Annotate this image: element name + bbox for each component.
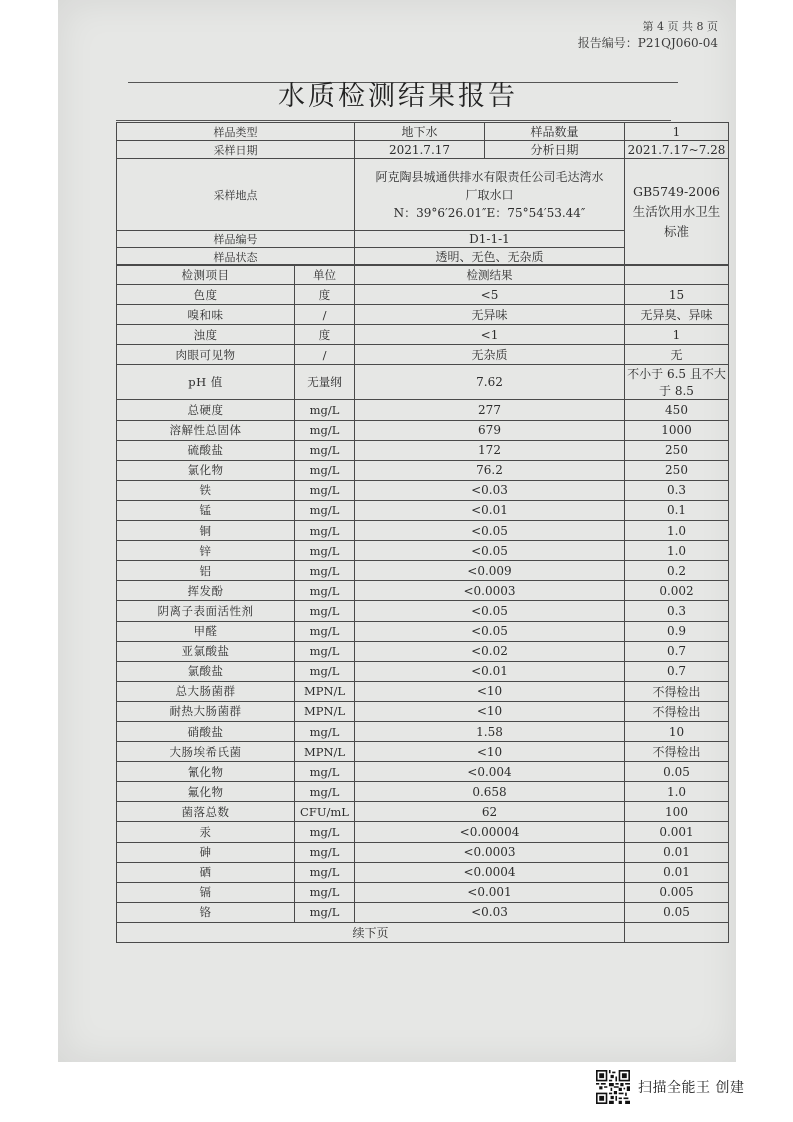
sample-count-value: 1 bbox=[625, 123, 729, 141]
item-limit: 250 bbox=[625, 460, 729, 480]
report-page bbox=[58, 0, 736, 1062]
item-result: 679 bbox=[355, 420, 625, 440]
location-line-2: 厂取水口 bbox=[465, 187, 514, 202]
table-row bbox=[117, 661, 729, 681]
item-limit: 1.0 bbox=[625, 521, 729, 541]
item-name: 甲醛 bbox=[117, 621, 295, 641]
location-label: 采样地点 bbox=[117, 159, 355, 231]
item-result: <0.00004 bbox=[355, 822, 625, 842]
item-unit: mg/L bbox=[295, 541, 355, 561]
item-unit: MPN/L bbox=[295, 681, 355, 701]
item-name: 镉 bbox=[117, 882, 295, 902]
item-result: <0.004 bbox=[355, 762, 625, 782]
report-number: 报告编号：P21QJ060-04 bbox=[577, 36, 718, 50]
item-unit: / bbox=[295, 345, 355, 365]
item-limit: 10 bbox=[625, 721, 729, 741]
sample-count-label: 样品数量 bbox=[485, 123, 625, 141]
item-result: 无异味 bbox=[355, 305, 625, 325]
item-limit: 0.7 bbox=[625, 641, 729, 661]
item-result: <5 bbox=[355, 285, 625, 305]
location-coordinates: N：39°6′26.01″E：75°54′53.44″ bbox=[393, 205, 586, 220]
item-name: 肉眼可见物 bbox=[117, 345, 295, 365]
table-row bbox=[117, 325, 729, 345]
item-unit: mg/L bbox=[295, 521, 355, 541]
item-limit: 1.0 bbox=[625, 782, 729, 802]
item-unit: mg/L bbox=[295, 762, 355, 782]
item-result: <1 bbox=[355, 325, 625, 345]
item-unit: MPN/L bbox=[295, 742, 355, 762]
item-unit: mg/L bbox=[295, 641, 355, 661]
continued-note: 续下页 bbox=[117, 922, 625, 942]
results-table bbox=[116, 264, 729, 943]
sample-id-value: D1-1-1 bbox=[355, 231, 625, 248]
item-name: 锌 bbox=[117, 541, 295, 561]
table-row bbox=[117, 500, 729, 520]
item-result: <0.01 bbox=[355, 500, 625, 520]
item-limit: 不得检出 bbox=[625, 742, 729, 762]
item-name: 色度 bbox=[117, 285, 295, 305]
item-result: <0.05 bbox=[355, 521, 625, 541]
qr-code-icon bbox=[596, 1070, 630, 1104]
item-limit: 0.01 bbox=[625, 842, 729, 862]
item-result: 172 bbox=[355, 440, 625, 460]
table-row bbox=[117, 742, 729, 762]
item-name: 总硬度 bbox=[117, 400, 295, 420]
item-result: <0.009 bbox=[355, 561, 625, 581]
item-unit: mg/L bbox=[295, 902, 355, 922]
table-row bbox=[117, 365, 729, 400]
continued-blank bbox=[625, 922, 729, 942]
analysis-date-label: 分析日期 bbox=[485, 141, 625, 159]
table-row bbox=[117, 480, 729, 500]
item-name: 阴离子表面活性剂 bbox=[117, 601, 295, 621]
table-row bbox=[117, 902, 729, 922]
table-row bbox=[117, 521, 729, 541]
item-result: <0.0004 bbox=[355, 862, 625, 882]
title-bottom-rule bbox=[116, 120, 671, 121]
item-result: <10 bbox=[355, 742, 625, 762]
item-limit: 0.3 bbox=[625, 480, 729, 500]
header-result: 检测结果 bbox=[355, 265, 625, 285]
item-result: 76.2 bbox=[355, 460, 625, 480]
item-result: <0.01 bbox=[355, 661, 625, 681]
table-row bbox=[117, 862, 729, 882]
sample-type-label: 样品类型 bbox=[117, 123, 355, 141]
item-result: <0.05 bbox=[355, 541, 625, 561]
location-line-1: 阿克陶县城通供排水有限责任公司毛达湾水 bbox=[375, 169, 604, 184]
table-row bbox=[117, 460, 729, 480]
item-unit: mg/L bbox=[295, 420, 355, 440]
item-unit: mg/L bbox=[295, 721, 355, 741]
item-result: <0.03 bbox=[355, 902, 625, 922]
item-name: 浊度 bbox=[117, 325, 295, 345]
table-row bbox=[117, 601, 729, 621]
item-name: 铝 bbox=[117, 561, 295, 581]
sample-info-table bbox=[116, 122, 729, 266]
item-unit: CFU/mL bbox=[295, 802, 355, 822]
item-limit: 250 bbox=[625, 440, 729, 460]
table-row bbox=[117, 721, 729, 741]
item-unit: mg/L bbox=[295, 500, 355, 520]
footer-brand bbox=[596, 1070, 744, 1104]
item-limit: 0.1 bbox=[625, 500, 729, 520]
item-unit: 度 bbox=[295, 325, 355, 345]
item-limit: 0.7 bbox=[625, 661, 729, 681]
item-limit: 1.0 bbox=[625, 541, 729, 561]
header-item: 检测项目 bbox=[117, 265, 295, 285]
item-result: 7.62 bbox=[355, 365, 625, 400]
sample-type-value: 地下水 bbox=[355, 123, 485, 141]
sampling-date-label: 采样日期 bbox=[117, 141, 355, 159]
analysis-date-value: 2021.7.17~7.28 bbox=[625, 141, 729, 159]
item-unit: mg/L bbox=[295, 621, 355, 641]
item-limit: 不小于 6.5 且不大于 8.5 bbox=[625, 365, 729, 400]
item-name: 溶解性总固体 bbox=[117, 420, 295, 440]
item-name: 汞 bbox=[117, 822, 295, 842]
item-limit: 不得检出 bbox=[625, 701, 729, 721]
item-unit: mg/L bbox=[295, 440, 355, 460]
item-limit: 无 bbox=[625, 345, 729, 365]
item-result: <0.05 bbox=[355, 621, 625, 641]
continued-row bbox=[117, 922, 729, 942]
item-unit: mg/L bbox=[295, 862, 355, 882]
table-row bbox=[117, 420, 729, 440]
table-row bbox=[117, 561, 729, 581]
table-row bbox=[117, 802, 729, 822]
item-result: <0.001 bbox=[355, 882, 625, 902]
table-row bbox=[117, 285, 729, 305]
item-unit: mg/L bbox=[295, 581, 355, 601]
table-row bbox=[117, 541, 729, 561]
table-row bbox=[117, 440, 729, 460]
item-limit: 15 bbox=[625, 285, 729, 305]
item-result: 277 bbox=[355, 400, 625, 420]
item-result: <10 bbox=[355, 701, 625, 721]
item-unit: MPN/L bbox=[295, 701, 355, 721]
item-result: <0.05 bbox=[355, 601, 625, 621]
item-limit: 无异臭、异味 bbox=[625, 305, 729, 325]
table-row bbox=[117, 822, 729, 842]
item-limit: 0.2 bbox=[625, 561, 729, 581]
item-name: 总大肠菌群 bbox=[117, 681, 295, 701]
item-unit: mg/L bbox=[295, 561, 355, 581]
item-limit: 0.05 bbox=[625, 762, 729, 782]
item-name: 菌落总数 bbox=[117, 802, 295, 822]
item-name: 大肠埃希氏菌 bbox=[117, 742, 295, 762]
item-result: 1.58 bbox=[355, 721, 625, 741]
item-unit: mg/L bbox=[295, 842, 355, 862]
item-name: 亚氯酸盐 bbox=[117, 641, 295, 661]
item-name: 砷 bbox=[117, 842, 295, 862]
item-unit: 度 bbox=[295, 285, 355, 305]
item-unit: mg/L bbox=[295, 400, 355, 420]
item-result: 0.658 bbox=[355, 782, 625, 802]
item-name: 铬 bbox=[117, 902, 295, 922]
item-name: 硫酸盐 bbox=[117, 440, 295, 460]
item-limit: 450 bbox=[625, 400, 729, 420]
standard-reference: GB5749-2006 生活饮用水卫生标准 bbox=[625, 159, 729, 266]
table-row bbox=[117, 581, 729, 601]
item-result: <0.0003 bbox=[355, 581, 625, 601]
item-name: 氟化物 bbox=[117, 782, 295, 802]
item-unit: / bbox=[295, 305, 355, 325]
item-result: 无杂质 bbox=[355, 345, 625, 365]
item-name: 铜 bbox=[117, 521, 295, 541]
item-unit: mg/L bbox=[295, 822, 355, 842]
item-result: <0.02 bbox=[355, 641, 625, 661]
item-result: <0.0003 bbox=[355, 842, 625, 862]
table-row bbox=[117, 621, 729, 641]
item-name: 氯化物 bbox=[117, 460, 295, 480]
table-row bbox=[117, 305, 729, 325]
item-name: 嗅和味 bbox=[117, 305, 295, 325]
item-limit: 0.05 bbox=[625, 902, 729, 922]
item-name: 氯酸盐 bbox=[117, 661, 295, 681]
item-name: 锰 bbox=[117, 500, 295, 520]
item-unit: mg/L bbox=[295, 601, 355, 621]
table-row bbox=[117, 641, 729, 661]
page-info bbox=[578, 18, 718, 52]
item-name: 挥发酚 bbox=[117, 581, 295, 601]
location-value bbox=[355, 159, 625, 231]
item-limit: 1000 bbox=[625, 420, 729, 440]
header-unit: 单位 bbox=[295, 265, 355, 285]
item-name: 硝酸盐 bbox=[117, 721, 295, 741]
item-limit: 不得检出 bbox=[625, 681, 729, 701]
item-result: <10 bbox=[355, 681, 625, 701]
item-name: pH 值 bbox=[117, 365, 295, 400]
sample-state-value: 透明、无色、无杂质 bbox=[355, 248, 625, 266]
item-unit: mg/L bbox=[295, 480, 355, 500]
header-limit-blank bbox=[625, 265, 729, 285]
item-unit: 无量纲 bbox=[295, 365, 355, 400]
table-row bbox=[117, 681, 729, 701]
item-result: 62 bbox=[355, 802, 625, 822]
brand-text: 扫描全能王 创建 bbox=[638, 1080, 745, 1096]
item-limit: 0.3 bbox=[625, 601, 729, 621]
item-limit: 0.005 bbox=[625, 882, 729, 902]
item-limit: 1 bbox=[625, 325, 729, 345]
table-row bbox=[117, 762, 729, 782]
table-row bbox=[117, 701, 729, 721]
item-limit: 100 bbox=[625, 802, 729, 822]
table-row bbox=[117, 345, 729, 365]
table-row bbox=[117, 400, 729, 420]
item-limit: 0.001 bbox=[625, 822, 729, 842]
table-row bbox=[117, 882, 729, 902]
item-unit: mg/L bbox=[295, 882, 355, 902]
page-title: 水质检测结果报告 bbox=[278, 81, 518, 112]
item-name: 铁 bbox=[117, 480, 295, 500]
table-row bbox=[117, 782, 729, 802]
item-unit: mg/L bbox=[295, 661, 355, 681]
page-number: 第 4 页 共 8 页 bbox=[642, 20, 718, 33]
sampling-date-value: 2021.7.17 bbox=[355, 141, 485, 159]
item-limit: 0.002 bbox=[625, 581, 729, 601]
table-row bbox=[117, 842, 729, 862]
item-name: 耐热大肠菌群 bbox=[117, 701, 295, 721]
item-unit: mg/L bbox=[295, 782, 355, 802]
item-limit: 0.01 bbox=[625, 862, 729, 882]
item-unit: mg/L bbox=[295, 460, 355, 480]
item-name: 氰化物 bbox=[117, 762, 295, 782]
sample-id-label: 样品编号 bbox=[117, 231, 355, 248]
item-limit: 0.9 bbox=[625, 621, 729, 641]
sample-state-label: 样品状态 bbox=[117, 248, 355, 266]
item-name: 硒 bbox=[117, 862, 295, 882]
item-result: <0.03 bbox=[355, 480, 625, 500]
